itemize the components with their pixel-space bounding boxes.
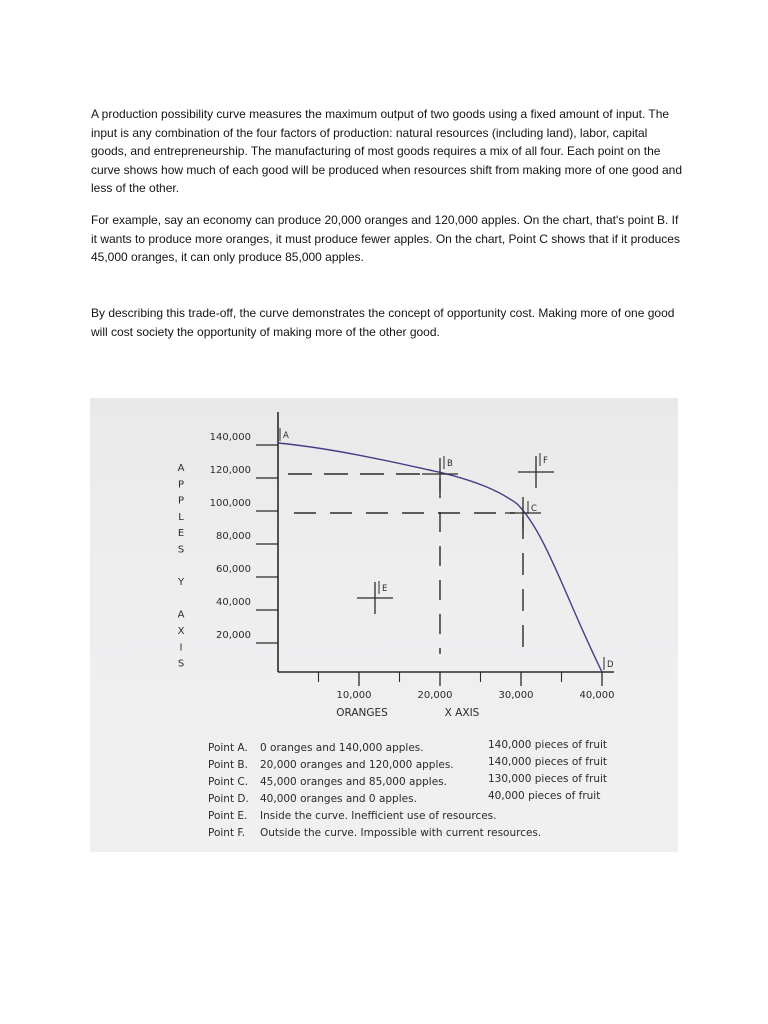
- y-tick-label: 140,000: [209, 432, 251, 443]
- y-axis-letter: A: [177, 609, 185, 621]
- legend-point-label: Point A.: [208, 742, 248, 754]
- legend-point-label: Point C.: [208, 776, 249, 788]
- y-axis-letter: A: [177, 463, 185, 474]
- opportunity-cost-paragraph: By describing this trade-off, the curve demonstrates the concept of opportunity cost. Making more of one good will cost society the opportunity of making more of the other good.: [91, 306, 675, 339]
- y-tick-label: 80,000: [216, 531, 251, 542]
- legend-description: Inside the curve. Inefficient use of resources.: [260, 810, 497, 822]
- legend-description: 40,000 oranges and 0 apples.: [260, 793, 417, 805]
- point-f-label: F: [543, 456, 548, 466]
- y-axis-letter: P: [177, 495, 185, 507]
- y-axis-letter: X: [177, 626, 185, 637]
- legend-fruit-total: 140,000 pieces of fruit: [488, 739, 608, 751]
- ppc-chart-photo: [90, 398, 678, 852]
- legend-description: Outside the curve. Impossible with current resources.: [260, 827, 542, 839]
- legend-description: 45,000 oranges and 85,000 apples.: [260, 776, 447, 788]
- legend-point-label: Point B.: [208, 759, 248, 771]
- legend-fruit-total: 130,000 pieces of fruit: [488, 773, 608, 785]
- example-paragraph: For example, say an economy can produce 20,000 oranges and 120,000 apples. On the chart, that's point B. If it wants to produce more oranges, it must produce fewer apples. On the chart, Point C shows that if it produces 45,000 oranges, it can only produce 85,000 apples.: [91, 213, 680, 265]
- x-tick-label: 20,000: [417, 690, 453, 701]
- point-d-label: D: [607, 660, 614, 670]
- point-b-label: B: [447, 459, 453, 469]
- x-tick-label: 30,000: [498, 690, 534, 701]
- legend-point-label: Point D.: [208, 793, 249, 805]
- y-axis-letter: I: [179, 642, 183, 654]
- y-tick-label: 120,000: [209, 465, 251, 476]
- y-tick-label: 40,000: [216, 597, 251, 608]
- point-a-label: A: [283, 431, 289, 441]
- y-axis-letter: L: [178, 511, 184, 523]
- intro-paragraph: A production possibility curve measures the maximum output of two goods using a fixed amount of input. The input is any combination of the four factors of production: natural resources (including land), labor, capital goods, and entrepreneurship. The manufacturing of most goods requires a mix of all four. Each point on the curve shows how much of each good will be produced when resources shift from making more of one good and less of the other.: [91, 107, 682, 196]
- y-axis-letter: S: [177, 658, 185, 670]
- legend-fruit-total: 40,000 pieces of fruit: [488, 790, 601, 802]
- x-tick-label: 10,000: [336, 690, 372, 701]
- ppc-chart: [90, 398, 678, 852]
- legend-fruit-total: 140,000 pieces of fruit: [488, 756, 608, 768]
- x-axis-title: ORANGES: [336, 707, 388, 719]
- legend-point-label: Point F.: [208, 827, 246, 839]
- y-tick-label: 100,000: [209, 498, 251, 509]
- x-tick-label: 40,000: [579, 690, 615, 701]
- y-axis-letter: P: [177, 479, 185, 491]
- y-tick-label: 20,000: [216, 630, 251, 641]
- point-e-label: E: [382, 584, 388, 594]
- legend-point-label: Point E.: [208, 810, 248, 822]
- legend-description: 20,000 oranges and 120,000 apples.: [260, 759, 454, 771]
- point-c-label: C: [531, 504, 537, 514]
- x-axis-subtitle: X AXIS: [444, 707, 480, 719]
- y-axis-letter: E: [177, 528, 185, 540]
- y-axis-letter: Y: [177, 577, 185, 589]
- y-axis-letter: S: [177, 544, 185, 556]
- legend-description: 0 oranges and 140,000 apples.: [260, 742, 424, 754]
- y-tick-label: 60,000: [216, 564, 251, 575]
